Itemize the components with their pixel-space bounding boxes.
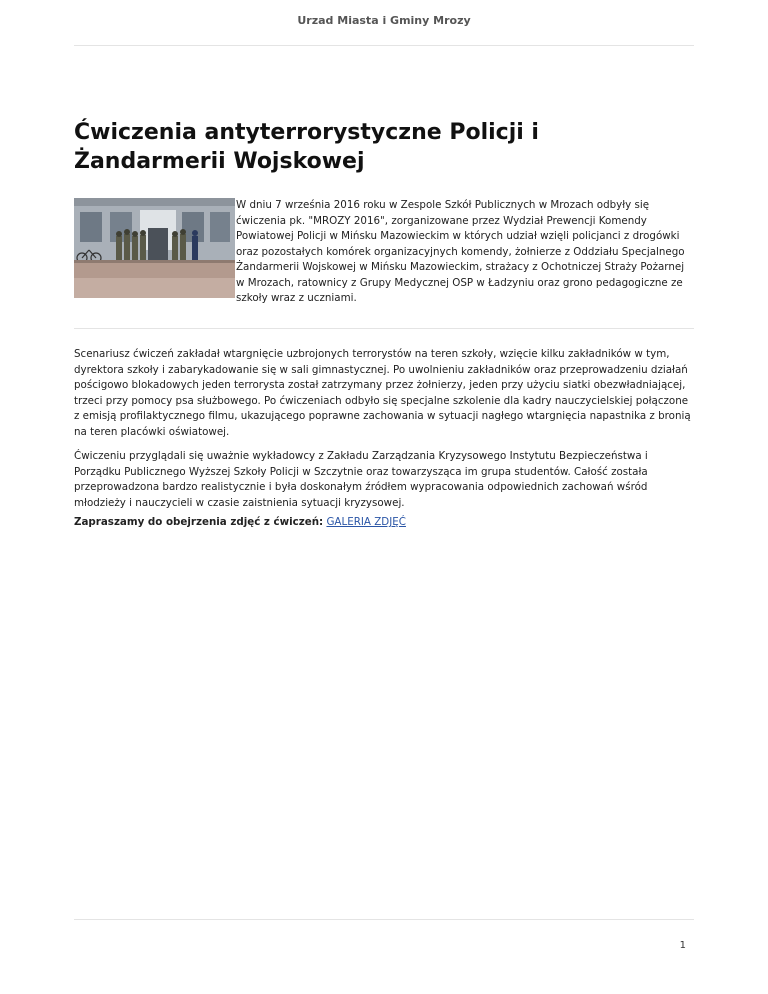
body-paragraph-observers: Ćwiczeniu przyglądali się uważnie wykładowcy z Zakładu Zarządzania Kryzysowego Instytutu Bezpieczeństwa i Porządku Publicznego Wyższej Szkoły Policji w Szczytnie oraz towarzysząca im grupa studentów. Całość została przeprowadzona bardzo realistycznie i była doskonałym źródłem wypracowania odpowiednich zachowań wśród młodzieży i nauczycieli w czasie zaistnienia sytuacji kryzysowej.: [74, 450, 648, 509]
gallery-invite-text: Zapraszamy do obejrzenia zdjęć z ćwiczeń:: [74, 516, 324, 528]
gallery-link[interactable]: GALERIA ZDJĘĆ: [326, 516, 406, 528]
page-number: 1: [679, 940, 686, 951]
article-photo: [74, 198, 235, 298]
gallery-invite: [74, 515, 694, 531]
header-divider: [74, 45, 694, 46]
article-title: Ćwiczenia antyterrorystyczne Policji i Żandarmerii Wojskowej: [74, 120, 539, 174]
document-page: [74, 0, 694, 994]
site-header: Urzad Miasta i Gminy Mrozy: [297, 14, 471, 27]
section-divider: [74, 328, 694, 329]
footer-divider: [74, 919, 694, 920]
lead-paragraph: W dniu 7 września 2016 roku w Zespole Szkół Publicznych w Mrozach odbyły się ćwiczenia pk. "MROZY 2016", zorganizowane przez Wydział Prewencji Komendy Powiatowej Policji w Mińsku Mazowieckim w których udział wzięli policjanci z drogówki oraz pozostałych komórek organizacyjnych komendy, żołnierze z Oddziału Specjalnego Żandarmerii Wojskowej w Mińsku Mazowieckim, strażacy z Ochotniczej Straży Pożarnej w Mrozach, ratownicy z Grupy Medycznej OSP w Ładzyniu oraz grono pedagogiczne ze szkoły wraz z uczniami.: [236, 199, 685, 304]
body-paragraph-scenario: Scenariusz ćwiczeń zakładał wtargnięcie uzbrojonych terrorystów na teren szkoły, wzięcie kilku zakładników w tym, dyrektora szkoły i zabarykadowanie się w sali gimnastycznej. Po uwolnieniu zakładników oraz przeprowadzeniu działań pościgowo blokadowych jeden terrorysta został zatrzymany przez żołnierzy, jeden przy użyciu siatki obezwładniającej, trzeci przy pomocy psa służbowego. Po ćwiczeniach odbyło się specjalne szkolenie dla kadry nauczycielskiej połączone z emisją profilaktycznego filmu, ukazującego poprawne zachowania w sytuacji nagłego wtargnięcia napastnika z bronią na teren placówki oświatowej.: [74, 348, 691, 438]
